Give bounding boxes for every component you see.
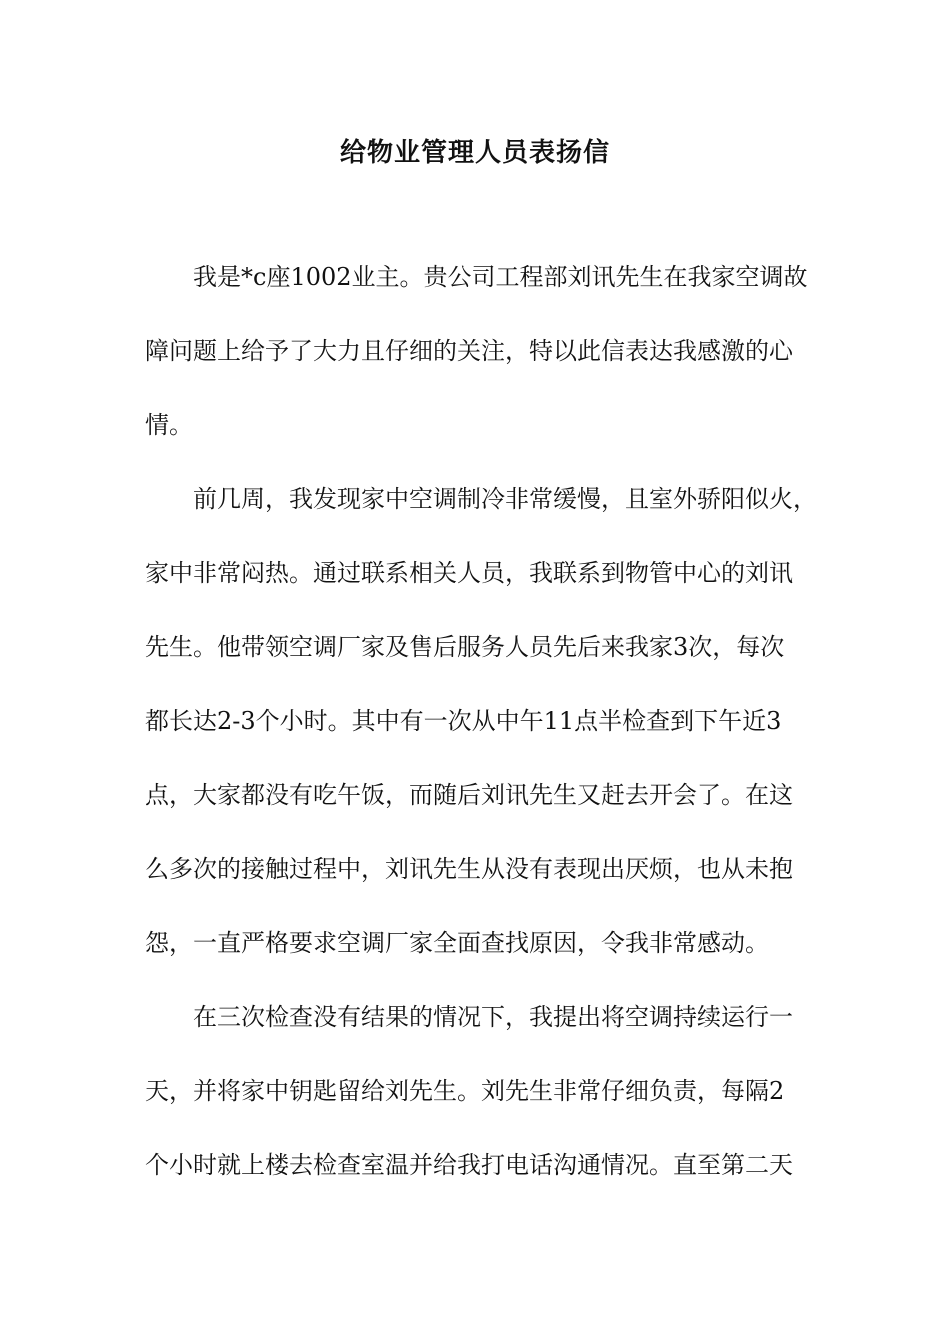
paragraph-2-line-1: 前几周，我发现家中空调制冷非常缓慢，且室外骄阳似火， — [193, 485, 817, 513]
paragraph-1-line-1: 我是*c座1002业主。贵公司工程部刘讯先生在我家空调故 — [193, 263, 808, 291]
paragraph-2-line-7: 怨，一直严格要求空调厂家全面查找原因，令我非常感动。 — [145, 929, 769, 957]
paragraph-2-line-2: 家中非常闷热。通过联系相关人员，我联系到物管中心的刘讯 — [145, 559, 793, 587]
paragraph-2-line-5: 点，大家都没有吃午饭，而随后刘讯先生又赶去开会了。在这 — [145, 781, 793, 809]
paragraph-1-line-2: 障问题上给予了大力且仔细的关注，特以此信表达我感激的心 — [145, 337, 793, 365]
document-title: 给物业管理人员表扬信 — [339, 138, 610, 168]
document-body — [145, 255, 817, 1217]
paragraph-2-line-4: 都长达2-3个小时。其中有一次从中午11点半检查到下午近3 — [145, 707, 782, 735]
paragraph-3-line-2: 天，并将家中钥匙留给刘先生。刘先生非常仔细负责，每隔2 — [145, 1077, 785, 1105]
paragraph-1-line-3: 情。 — [145, 411, 193, 439]
paragraph-3-line-3: 个小时就上楼去检查室温并给我打电话沟通情况。直至第二天 — [145, 1151, 793, 1179]
paragraph-3-line-1: 在三次检查没有结果的情况下，我提出将空调持续运行一 — [193, 1003, 793, 1031]
paragraph-2-line-6: 么多次的接触过程中，刘讯先生从没有表现出厌烦，也从未抱 — [145, 855, 793, 883]
paragraph-2-line-3: 先生。他带领空调厂家及售后服务人员先后来我家3次，每次 — [145, 633, 785, 661]
